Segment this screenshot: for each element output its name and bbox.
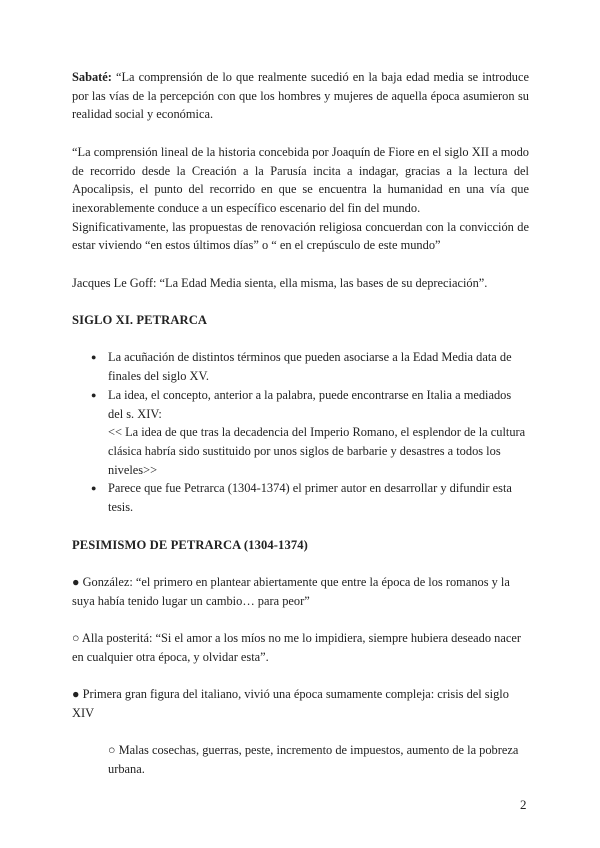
- bullet-icon: ●: [91, 483, 97, 494]
- primera-figura-text: ● Primera gran figura del italiano, vivió una época sumamente compleja: crisis del siglo XIV: [72, 687, 509, 720]
- bullet-icon: ●: [91, 352, 97, 363]
- petrarca-bullet-list: [72, 348, 529, 516]
- malas-cosechas-text: ○ Malas cosechas, guerras, peste, incremento de impuestos, aumento de la pobreza urbana.: [108, 743, 519, 776]
- bullet-icon: ●: [91, 389, 97, 400]
- decadencia-quote: << La idea de que tras la decadencia del Imperio Romano, el esplendor de la cultura clásica habría sido sustituido por unos siglos de barbarie y desastres a todos los niveles>>: [108, 425, 526, 477]
- fiore-quote: “La comprensión lineal de la historia concebida por Joaquín de Fiore en el siglo XII a modo de recorrido desde la Creación a la Parusía incita a indagar, gracias a la lectura del Apocalipsis, el punto del recorrido en que se encuentra la humanidad en una vía que inexorablemente conduce a un específico escenario del fin del mundo.: [72, 144, 529, 215]
- renovacion-quote: Significativamente, las propuestas de renovación religiosa concuerdan con la convicción de estar viviendo “en estos últimos días” o “ en el crepúsculo de este mundo”: [72, 219, 529, 253]
- posterita-quote: ○ Alla posteritá: “Si el amor a los míos no me lo impidiera, siempre hubiera deseado nacer en cualquier otra época, y olvidar esta”.: [72, 630, 521, 664]
- list-item: ● La acuñación de distintos términos que pueden asociarse a la Edad Media data de finales del siglo XV.: [91, 350, 512, 384]
- legoff-quote: Jacques Le Goff: “La Edad Media sienta, ella misma, las bases de su depreciación”.: [72, 275, 488, 290]
- intro-label: Sabaté:: [72, 70, 112, 84]
- intro-text: “La comprensión de lo que realmente sucedió en la baja edad media se introduce por las vías de la percepción con que los hombres y mujeres de aquella época asumieron su realidad social y económica.: [72, 70, 529, 122]
- gonzalez-quote: ● González: “el primero en plantear abiertamente que entre la época de los romanos y la suya había tenido lugar un cambio… para peor”: [72, 574, 510, 608]
- section-heading-pesimismo: PESIMISMO DE PETRARCA (1304-1374): [72, 537, 308, 552]
- page-body: [72, 68, 529, 779]
- section-heading-petrarca: SIGLO XI. PETRARCA: [72, 313, 208, 328]
- list-item: ● La idea, el concepto, anterior a la palabra, puede encontrarse en Italia a mediados del s. XIV: << La idea de que tras la decadencia del Imperio Romano, el esplendor de la cultura clásica habría sido sustituido por unos siglos de barbarie y desastres a todos los niveles>>: [91, 387, 526, 477]
- page-number: 2: [520, 797, 527, 812]
- list-item: ● Parece que fue Petrarca (1304-1374) el primer autor en desarrollar y difundir esta tesis.: [91, 481, 512, 515]
- intro-paragraph: [72, 68, 529, 124]
